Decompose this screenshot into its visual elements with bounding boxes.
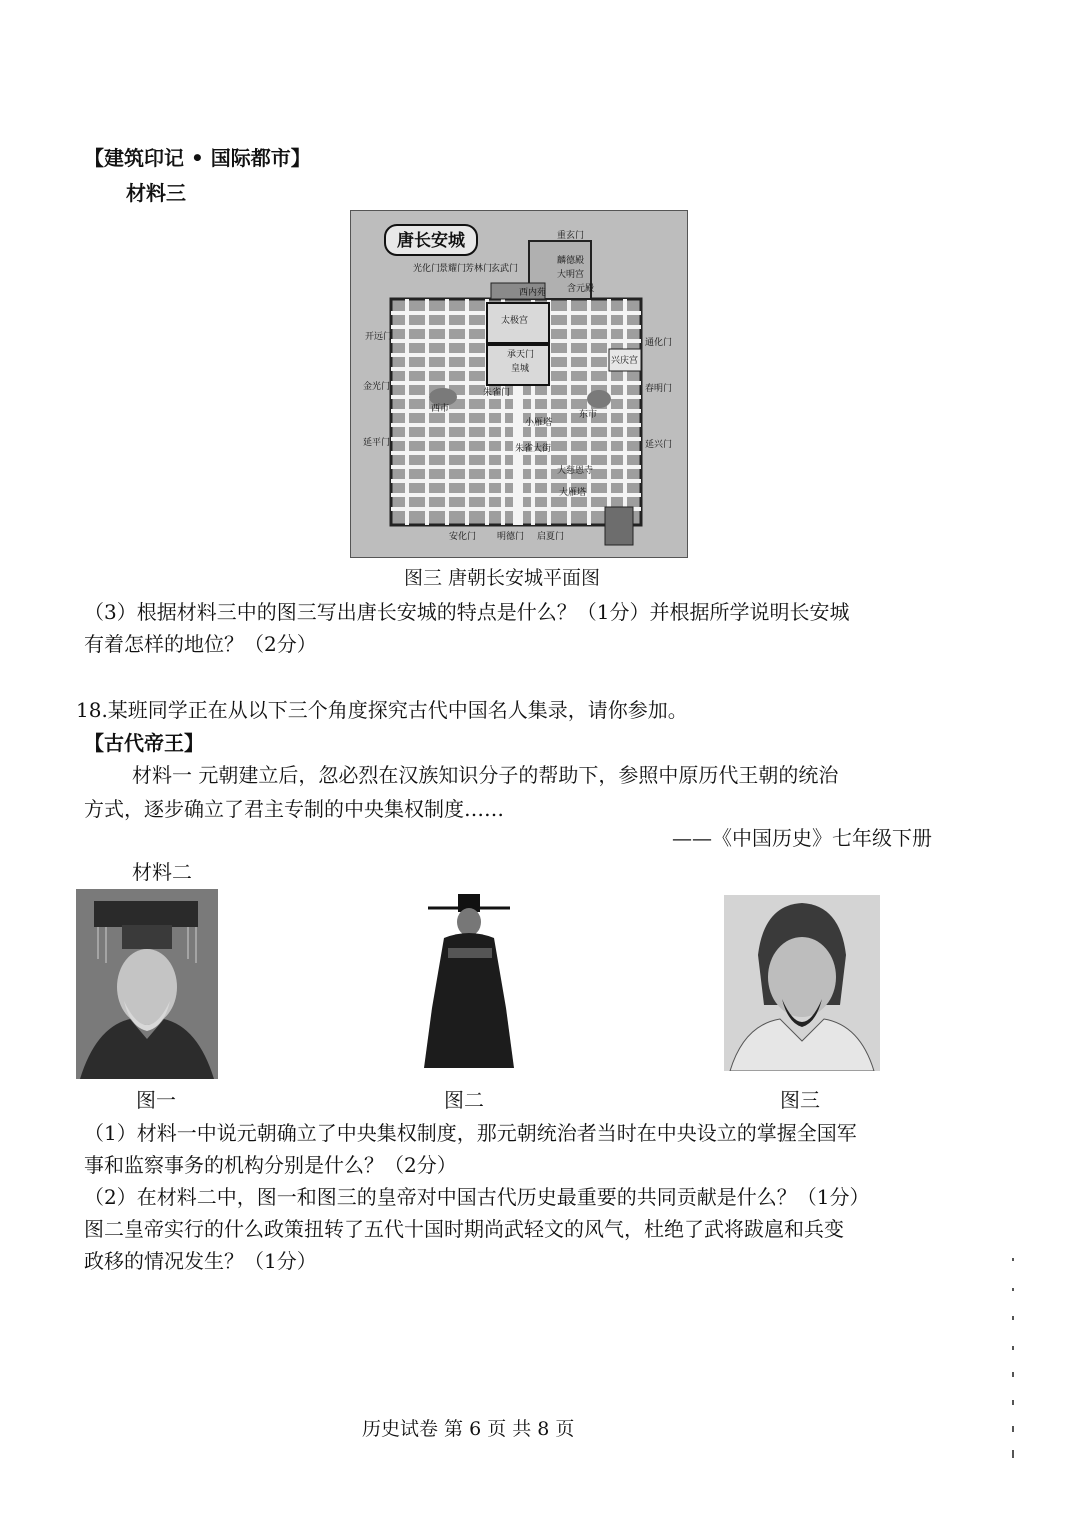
sub-question-1-line-2: 事和监察事务的机构分别是什么？（2分） [84, 1153, 457, 1177]
label-xuanwu: 玄武门 [491, 264, 519, 274]
label-hanyuan: 含元殿 [567, 284, 595, 294]
question-3-line-1: （3）根据材料三中的图三写出唐长安城的特点是什么？（1分）并根据所学说明长安城 [84, 600, 850, 624]
material-one-line-1: 材料一 元朝建立后，忽必烈在汉族知识分子的帮助下，参照中原历代王朝的统治 [132, 763, 839, 787]
figure-two-label: 图二 [444, 1088, 484, 1112]
figure-three-caption: 图三 唐朝长安城平面图 [404, 567, 601, 589]
label-anhua: 安化门 [449, 532, 477, 542]
question-18-intro: 18.某班同学正在从以下三个角度探究古代中国名人集录，请你参加。 [76, 698, 688, 722]
material-one-line-2: 方式，逐步确立了君主专制的中央集权制度…… [84, 797, 504, 821]
label-jinguang: 金光门 [363, 382, 391, 392]
section-heading: 【建筑印记 • 国际都市】 [84, 146, 311, 170]
label-fanglin: 芳林门 [465, 264, 493, 274]
label-qixia: 启夏门 [537, 532, 565, 542]
page-footer: 历史试卷 第 6 页 共 8 页 [362, 1418, 575, 1440]
label-yanping: 延平门 [363, 438, 391, 448]
sub-question-1-line-1: （1）材料一中说元朝确立了中央集权制度，那元朝统治者当时在中央设立的掌握全国军 [84, 1121, 857, 1145]
changan-city-map [350, 210, 688, 558]
label-ciensi: 大慈恩寺 [557, 466, 594, 476]
material-one-source: ——《中国历史》七年级下册 [672, 826, 932, 850]
figure-three-label: 图三 [780, 1088, 820, 1112]
label-mingde: 明德门 [497, 532, 525, 542]
label-zhuque-street: 朱雀大街 [515, 444, 552, 454]
label-guanghua: 光化门 [413, 264, 441, 274]
binding-edge-marks [1010, 1250, 1016, 1470]
label-zhuque: 朱雀门 [483, 388, 511, 398]
label-kaiyuan: 开远门 [365, 332, 393, 342]
map-title: 唐长安城 [397, 231, 465, 251]
ancient-emperors-heading: 【古代帝王】 [84, 731, 204, 755]
emperor-portrait-three [724, 895, 880, 1071]
east-market [587, 390, 611, 408]
sub-question-2-line-2: 图二皇帝实行的什么政策扭转了五代十国时期尚武轻文的风气，杜绝了武将跋扈和兵变 [84, 1217, 844, 1241]
label-linde: 麟德殿 [557, 256, 585, 266]
sub-question-2-line-1: （2）在材料二中，图一和图三的皇帝对中国古代历史最重要的共同贡献是什么？（1分） [84, 1185, 870, 1209]
qujiang-pond [605, 507, 633, 545]
figure-one-label: 图一 [136, 1088, 176, 1112]
label-chengtian: 承天门 [507, 350, 535, 360]
central-avenue [513, 386, 523, 525]
changan-map-svg [351, 211, 687, 557]
label-dongshi: 东市 [579, 410, 598, 420]
label-jingyao: 景耀门 [439, 264, 467, 274]
label-chongxuan: 重玄门 [557, 231, 585, 241]
label-xingqing: 兴庆宫 [611, 356, 639, 366]
label-taiji: 太极宫 [501, 316, 529, 326]
material-three-label: 材料三 [126, 181, 186, 205]
label-xishi: 西市 [431, 404, 450, 414]
question-3-line-2: 有着怎样的地位？（2分） [84, 632, 317, 656]
sub-question-2-line-3: 政移的情况发生？（1分） [84, 1249, 317, 1273]
label-yanxing: 延兴门 [645, 440, 673, 450]
label-xineiyuan: 西内苑 [519, 288, 547, 298]
label-huangcheng: 皇城 [511, 364, 530, 374]
emperor-portrait-one [76, 889, 218, 1079]
label-xiaoyan: 小雁塔 [525, 418, 553, 428]
label-dayan: 大雁塔 [559, 488, 587, 498]
emperor-portrait-two [414, 888, 524, 1072]
label-daming: 大明宫 [557, 270, 585, 280]
material-two-label: 材料二 [132, 860, 192, 884]
label-chunming: 春明门 [645, 384, 673, 394]
label-tonghua: 通化门 [645, 338, 673, 348]
